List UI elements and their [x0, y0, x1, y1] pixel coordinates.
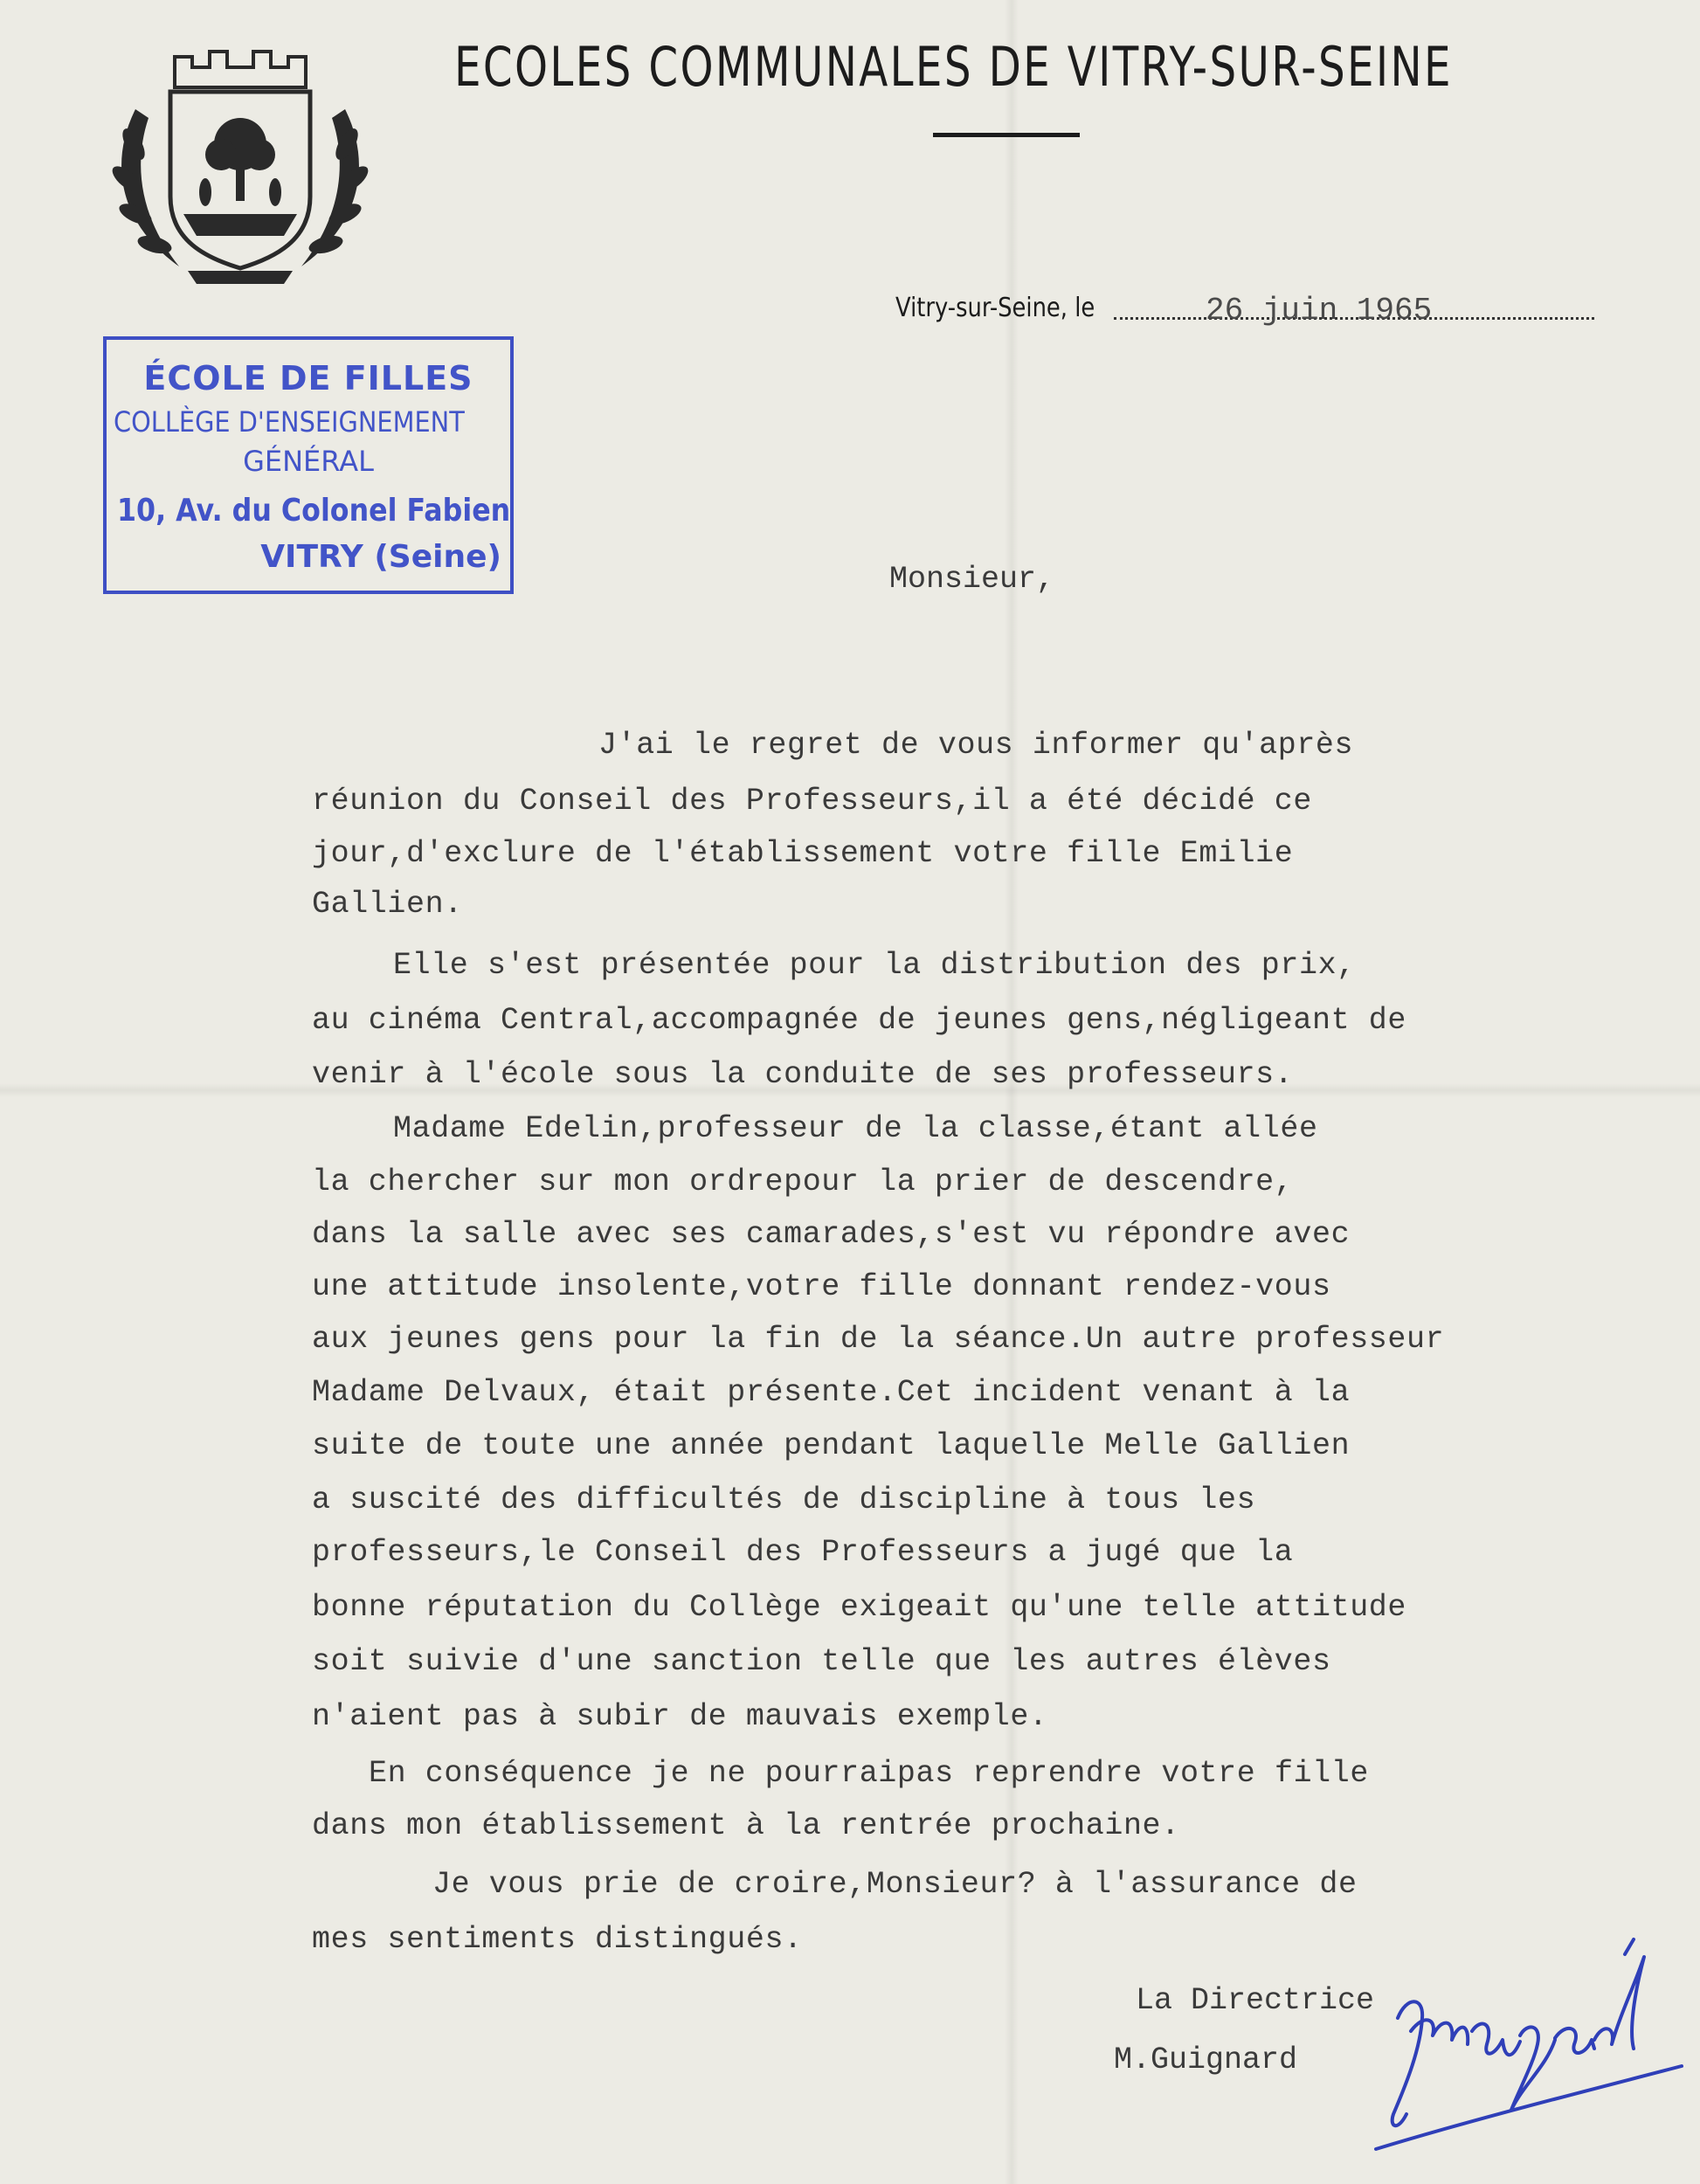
letter-line: dans mon établissement à la rentrée prochaine.	[312, 1808, 1180, 1843]
handwritten-signature	[1372, 1935, 1686, 2162]
header-divider	[933, 133, 1080, 137]
stamp-line: ÉCOLE DE FILLES	[143, 359, 473, 397]
date-prefix: Vitry-sur-Seine, le	[895, 293, 1095, 323]
letter-line: Gallien.	[312, 887, 463, 922]
stamp-line: VITRY (Seine)	[260, 539, 501, 575]
letter-line: soit suivie d'une sanction telle que les autres élèves	[312, 1644, 1331, 1679]
letter-line: une attitude insolente,votre fille donnant rendez-vous	[312, 1269, 1331, 1304]
letter-line: jour,d'exclure de l'établissement votre fille Emilie	[312, 836, 1294, 871]
stamp-line: GÉNÉRAL	[243, 445, 374, 478]
letter-line: Elle s'est présentée pour la distribution des prix,	[393, 948, 1356, 983]
letter-line: venir à l'école sous la conduite de ses professeurs.	[312, 1057, 1294, 1092]
letter-line: réunion du Conseil des Professeurs,il a été décidé ce	[312, 784, 1312, 819]
letter-line: n'aient pas à subir de mauvais exemple.	[312, 1699, 1048, 1734]
school-stamp	[103, 336, 514, 594]
letter-line: En conséquence je ne pourraipas reprendre votre fille	[369, 1756, 1369, 1791]
date-value: 26 juin 1965	[1206, 293, 1433, 328]
letter-line: Je vous prie de croire,Monsieur? à l'assurance de	[432, 1867, 1358, 1902]
closing-name: M.Guignard	[1114, 2042, 1298, 2077]
letter-line: aux jeunes gens pour la fin de la séance.Un autre professeur	[312, 1322, 1445, 1357]
letter-line: bonne réputation du Collège exigeait qu'une telle attitude	[312, 1590, 1406, 1625]
letter-line: Madame Delvaux, était présente.Cet incident venant à la	[312, 1375, 1351, 1410]
letter-line: au cinéma Central,accompagnée de jeunes gens,négligeant de	[312, 1003, 1406, 1038]
coat-of-arms-logo	[100, 39, 380, 293]
header-title: ECOLES COMMUNALES DE VITRY-SUR-SEINE	[454, 35, 1453, 99]
stamp-line: COLLÈGE D'ENSEIGNEMENT	[114, 405, 465, 439]
letter-line: la chercher sur mon ordrepour la prier de descendre,	[312, 1165, 1294, 1199]
letter-line: dans la salle avec ses camarades,s'est vu répondre avec	[312, 1217, 1351, 1252]
letter-line: J'ai le regret de vous informer qu'après	[598, 728, 1354, 763]
letter-line: suite de toute une année pendant laquelle Melle Gallien	[312, 1428, 1351, 1463]
closing-title: La Directrice	[1136, 1983, 1375, 2018]
letter-line: a suscité des difficultés de discipline à tous les	[312, 1482, 1256, 1517]
letter-line: Madame Edelin,professeur de la classe,étant allée	[393, 1111, 1318, 1146]
dateline	[895, 293, 1594, 336]
letter-line: mes sentiments distingués.	[312, 1922, 803, 1957]
salutation: Monsieur,	[889, 562, 1055, 597]
letter-line: professeurs,le Conseil des Professeurs a jugé que la	[312, 1535, 1294, 1570]
stamp-line: 10, Av. du Colonel Fabien	[117, 493, 511, 529]
